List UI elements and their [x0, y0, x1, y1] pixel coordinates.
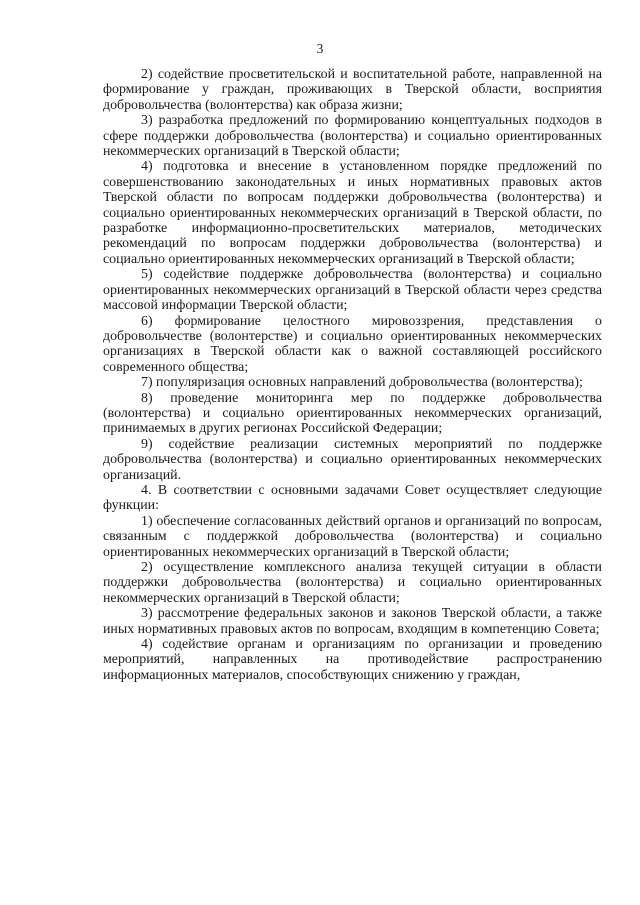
paragraph-function-1-coordination: 1) обеспечение согласованных действий органов и организаций по вопросам, связанным с поддержкой добровольчества (волонтерства) и социально ориентированных некоммерческих организаций в Тверской области;: [103, 513, 602, 560]
paragraph-function-2-analysis: 2) осуществление комплексного анализа текущей ситуации в области поддержки добровольчества (волонтерства) и социально ориентированных некоммерческих организаций в Тверской области;: [103, 560, 602, 606]
paragraph-item-2-education-support: 2) содействие просветительской и воспитательной работе, направленной на формирование у граждан, проживающих в Тверской области, восприятия добровольчества (волонтерства) как образа жизни;: [103, 67, 602, 113]
paragraph-function-3-law-review: 3) рассмотрение федеральных законов и законов Тверской области, а также иных нормативных правовых актов по вопросам, входящим в компетенцию Совета;: [103, 606, 602, 637]
paragraph-item-4-legislation-proposals: 4) подготовка и внесение в установленном порядке предложений по совершенствованию законодательных и иных нормативных правовых актов Тверской области по вопросам поддержки добровольчества (волонтерства) и социально ориентированных некоммерческих организаций в Тверской области, по разработке информационно-просветительских материалов, методических рекомендаций по вопросам поддержки добровольчества (волонтерства) и социально ориентированных некоммерческих организаций в Тверской области;: [103, 159, 602, 267]
page-number: 3: [316, 41, 324, 56]
paragraph-function-4-counteraction: 4) содействие органам и организациям по организации и проведению мероприятий, направленных на противодействие распространению информационных материалов, способствующих снижению у граждан,: [103, 637, 602, 683]
section-4-functions-heading: 4. В соответствии с основными задачами Совет осуществляет следующие функции:: [103, 482, 602, 514]
paragraph-item-8-monitoring: 8) проведение мониторинга мер по поддержке добровольчества (волонтерства) и социально ориентированных некоммерческих организаций, принимаемых в других регионах Российской Федерации;: [103, 390, 602, 437]
paragraph-item-5-media-support: 5) содействие поддержке добровольчества (волонтерства) и социально ориентированных некоммерческих организаций в Тверской области через средства массовой информации Тверской области;: [103, 267, 602, 314]
document-body: [103, 67, 602, 683]
paragraph-item-7-popularization: 7) популяризация основных направлений добровольчества (волонтерства);: [141, 375, 583, 391]
paragraph-item-6-worldview-formation: 6) формирование целостного мировоззрения, представления о добровольчестве (волонтерстве) и социально ориентированных некоммерческих организациях в Тверской области как о важной составляющей российского современного общества;: [103, 313, 602, 375]
paragraph-item-9-systemic-events: 9) содействие реализации системных мероприятий по поддержке добровольчества (волонтерства) и социально ориентированных некоммерческих организаций.: [103, 436, 602, 483]
paragraph-item-3-proposals-development: 3) разработка предложений по формированию концептуальных подходов в сфере поддержки добровольчества (волонтерства) и социально ориентированных некоммерческих организаций в Тверской области;: [103, 113, 602, 160]
